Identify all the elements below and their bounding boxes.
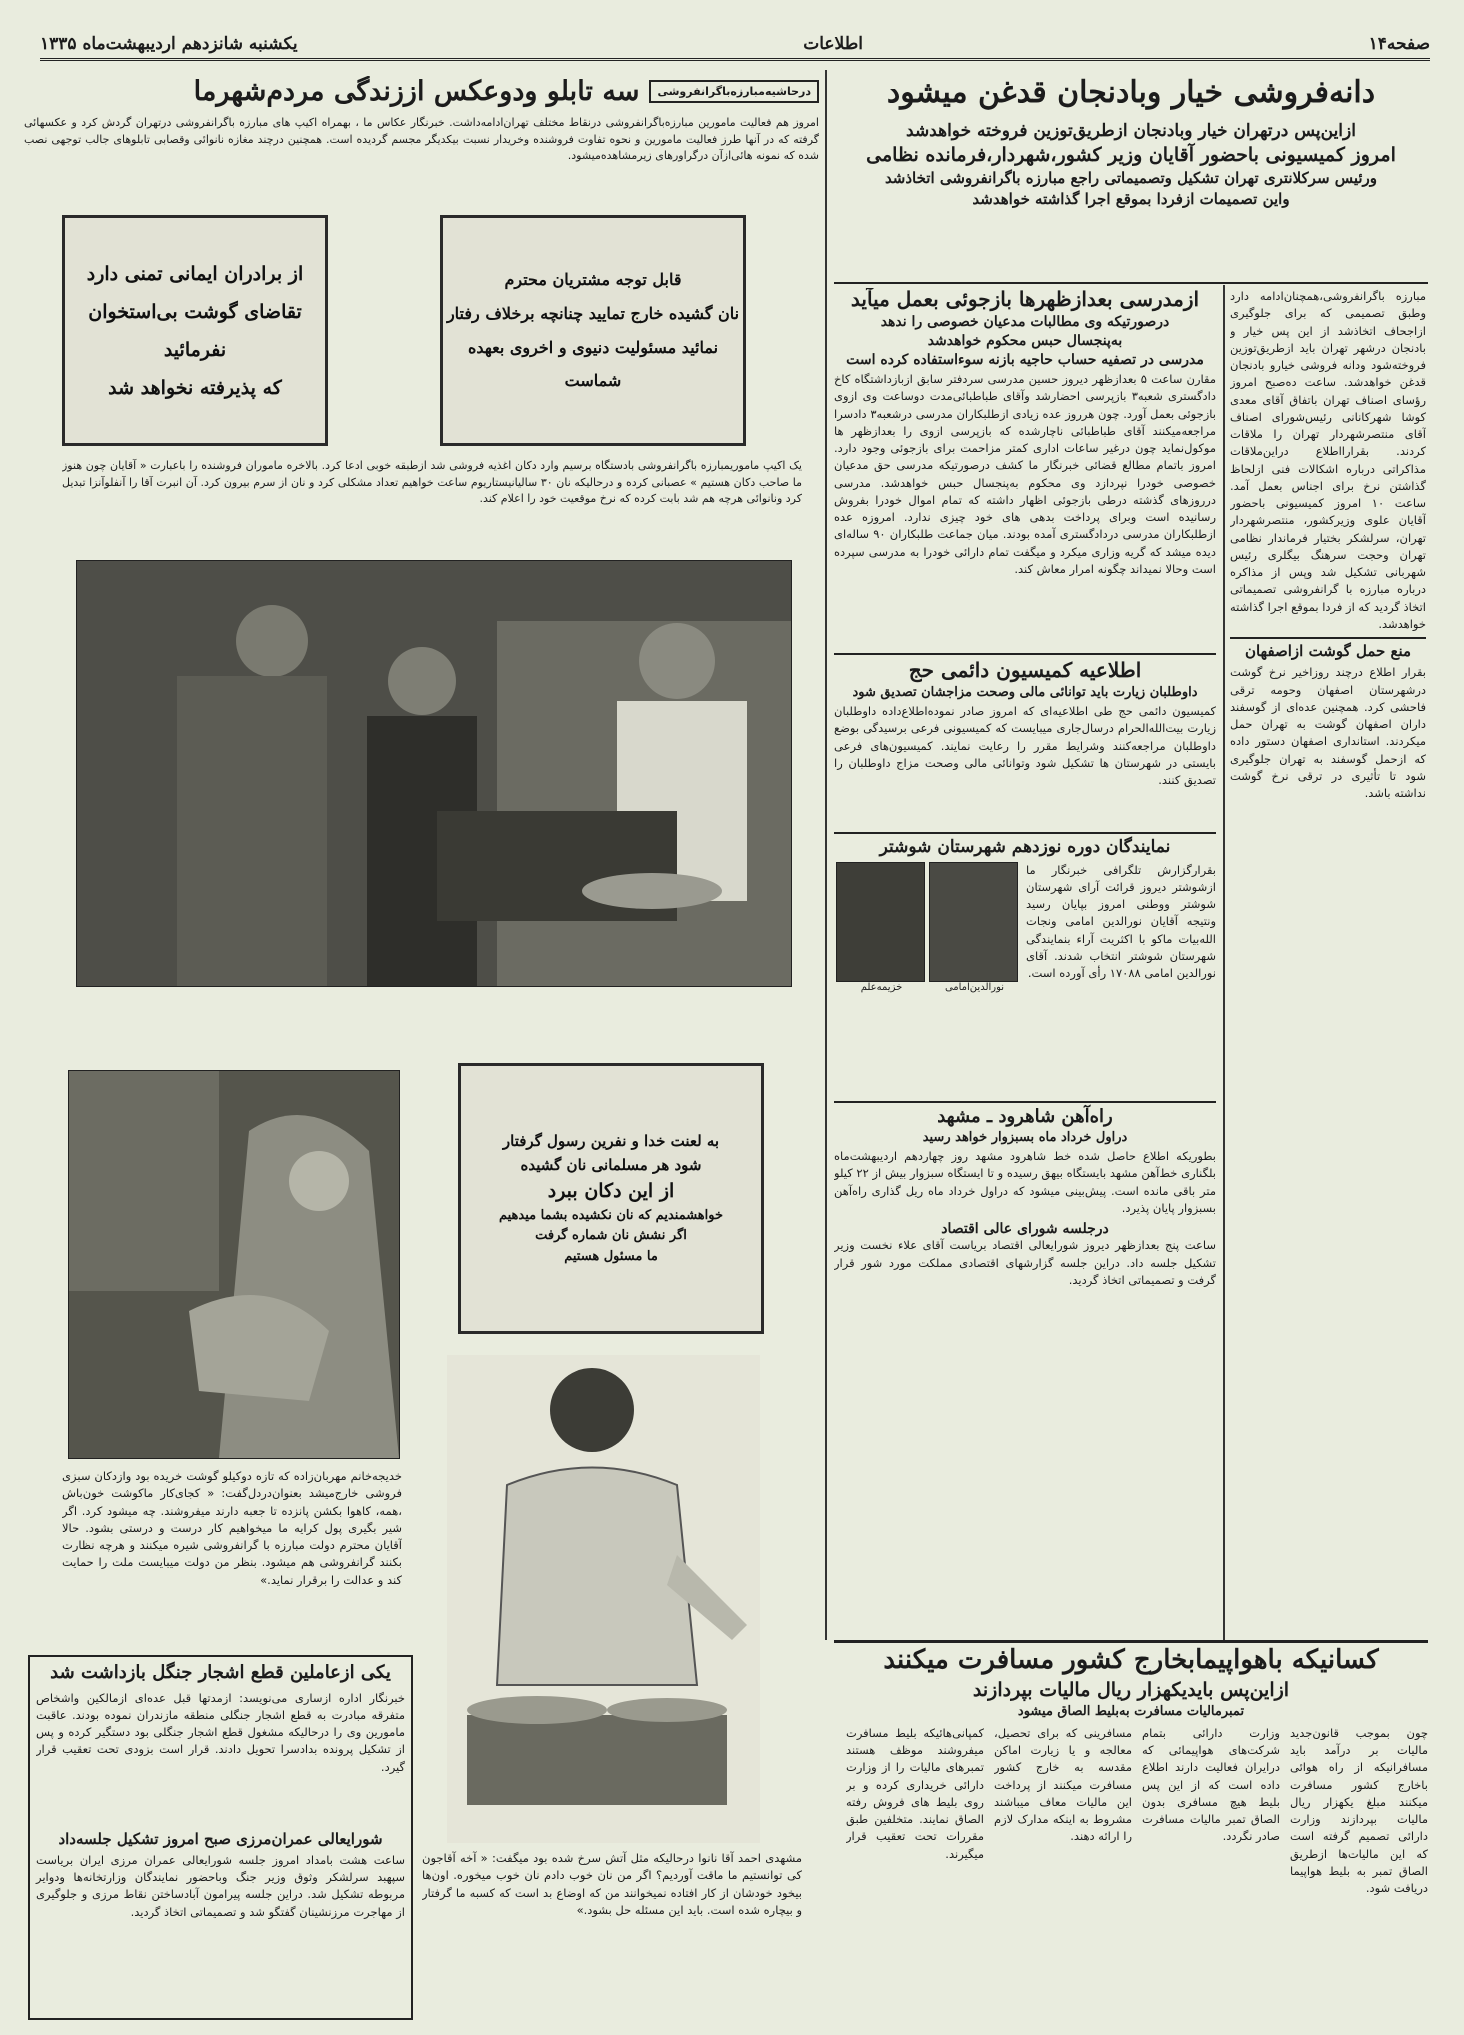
seller-photo-illustration xyxy=(447,1355,760,1843)
sign-bakery-curse xyxy=(458,1063,764,1334)
seller-photo-caption: مشهدی احمد آقا نانوا درحالیکه مثل آتش سرخ شده بود میگفت: « آخه آقاجون کی توانستیم‌ ما ماقت آوردیم؟ ‌اگر‌ من نان خوب دادم نان خوب میخوره. اون‌ها بیخود خودشان از کار افتاده نمیخوانند من که اوضاع بد است که کسبه ما گرفتار و بیچاره شده است. باید این مسئله حل بشود.» xyxy=(422,1851,802,1917)
woman-photo-illustration xyxy=(69,1071,399,1458)
travel-body-3: مسافرینی که برای تحصیل، معالجه و یا زیارت اماکن مقدسه به خارج کشور مسافرت میکنند از پرداخت این مالیات معاف میباشند مشروط به اینکه مدارک لازم را ارائه دهند. xyxy=(994,1725,1132,1844)
sign-line: تقاضای گوشت بی‌استخوان نفرمائید xyxy=(88,300,302,361)
portrait-photo xyxy=(929,862,1018,982)
madresi-subhead-3: مدرسی در تصفیه حساب حاجیه بازنه سوءاستفاده کرده است xyxy=(846,352,1204,368)
sign-meat-shop xyxy=(62,215,328,446)
paper-name: اطلاعات xyxy=(803,34,863,54)
woman-photo xyxy=(68,1070,400,1459)
portrait-1-block xyxy=(931,862,1018,1097)
meat-headline: منع حمل گوشت ازاصفهان xyxy=(1244,642,1412,660)
divider xyxy=(834,1640,1428,1643)
inspection-photo-illustration xyxy=(77,561,791,986)
sign-line: ما مسئول هستیم xyxy=(564,1248,658,1264)
portrait-photo xyxy=(836,862,925,982)
feature-header xyxy=(24,76,819,206)
travel-columns xyxy=(834,1725,1428,1980)
inspection-photo xyxy=(76,560,792,987)
travel-headline: کسانیکه باهواپیمابخارج کشور مسافرت میکنند xyxy=(883,1646,1379,1675)
sign-line: خواهشمندیم که نان نکشیده بشما میدهیم xyxy=(498,1208,724,1224)
portrait-2-block xyxy=(838,862,925,1097)
sign-bakery xyxy=(440,215,746,446)
sign-line: که پذیرفته نخواهد شد xyxy=(108,376,282,399)
hajj-body-text: کمیسیون دائمی حج طی اطلاعیه‌ای که امروز صادر نموده‌اطلاع‌داده داوطلبان زیارت بیت‌الله‌الحرام درسال‌جاری میبایست که کمیسیونی فرعی برسیدگی بوضع داوطلبان مراجعه‌کنند وشرایط مقرر را رعایت نمایند. کمیسیون‌های فرعی بایستی در شهرستان ها تشکیل شود وتوانائی مالی وصحت مزاج داوطلبان را تصدیق کنند. xyxy=(834,704,1216,787)
bottom-left-box xyxy=(28,1655,413,2020)
travel-body-4: کمپانی‌هائیکه بلیط مسافرت میفروشند موظف هستند تمبرهای مالیات را از وزارت دارائی خریداری کرده و بر روی بلیط های فروش رفته الصاق نمایند. متخلفین طبق مقررات تحت تعقیب قرار میگیرند. xyxy=(846,1725,984,1861)
lead-article-header xyxy=(836,76,1426,276)
page-number: صفحه۱۴ xyxy=(1368,34,1430,54)
divider xyxy=(834,832,1216,834)
sign-line: قابل توجه مشتریان محترم xyxy=(504,270,682,290)
column-rule xyxy=(1223,285,1225,1640)
madresi-subhead-1: درصورتیکه وی مطالبات مدعیان خصوصی را ندهد xyxy=(880,314,1170,330)
sign-line: از این دکان ببرد xyxy=(547,1179,675,1202)
portrait-caption: خزیمه‌علم xyxy=(860,981,903,993)
madresi-subhead-2: به‌پنجسال حبس محکوم خواهدشد xyxy=(927,333,1123,349)
divider xyxy=(834,653,1216,655)
hajj-headline: اطلاعیه کمیسیون دائمی حج xyxy=(908,658,1142,682)
economic-headline: درجلسه شورای عالی اقتصاد xyxy=(941,1221,1109,1238)
lead-headline: دانه‌فروشی خیار وبادنجان قدغن میشود xyxy=(886,76,1376,110)
lead-subhead-4: واین تصمیمات ازفردا بموقع اجرا گذاشته خواهدشد xyxy=(972,189,1290,208)
hajj-subhead: داوطلبان زیارت باید توانائی مالی وصحت مزاجشان تصدیق شود xyxy=(852,685,1198,700)
border-council-headline: شورایعالی عمران‌مرزی صبح امروز تشکیل جلسه‌داد xyxy=(58,1829,383,1848)
portrait-caption: نورالدین‌امامی xyxy=(944,981,1005,993)
travel-kicker: تمبرمالیات مسافرت به‌بلیط الصاق میشود xyxy=(1017,1703,1245,1719)
divider xyxy=(834,1101,1216,1103)
economic-body-text: ساعت پنج بعدازظهر دیروز شورایعالی اقتصاد بریاست آقای علاء نخست وزیر تشکیل جلسه داد. دراین جلسه گزارشهای اقتصادی مملکت مورد شور قرار گرفت و تصمیماتی اتخاذ گردید. xyxy=(834,1238,1216,1287)
travel-body-2: وزارت دارائی بتمام شرکت‌های هواپیمائی که درایران فعالیت دارند اطلاع داده است که از این پس بلیط هیچ مسافری بدون الصاق تمبر مالیات مسافرت صادر نگردد. xyxy=(1142,1725,1280,1844)
lead-subhead-3: ورئیس سرکلانتری تهران تشکیل وتصمیماتی راجع مبارزه باگرانفروشی اتخاذشد xyxy=(884,168,1378,187)
railway-subhead: دراول خرداد ماه بسبزوار خواهد رسید xyxy=(922,1130,1128,1146)
column-rule xyxy=(825,70,827,1640)
lead-article-body xyxy=(1230,288,1426,1638)
travel-body-1: چون بموجب قانون‌جدید مالیات بر درآمد باید مسافرانیکه از راه هوائی باخارج کشور مسافرت میکنند مبلغ یکهزار ریال مالیات بپردازند وزارت دارائی تصمیم گرفته است که این مالیات‌ها ازطریق الصاق تمبر به بلیط هواپیما دریافت شود. xyxy=(1290,1725,1428,1896)
travel-tax-article xyxy=(834,1646,1428,2031)
lead-subhead-2: امروز کمیسیونی باحضور آقایان وزیر کشور،شهردار،فرمانده نظامی xyxy=(866,143,1396,166)
feature-headline: سه تابلو ودوعکس اززندگی مردم‌شهرما xyxy=(193,76,640,107)
sign-line: نمائید مسئولیت دنیوی و اخروی بعهده شماست xyxy=(467,337,719,391)
sign-line: از برادران ایمانی تمنی دارد xyxy=(86,262,304,285)
lead-subhead-1: ازاین‌پس درتهران خیار وبادنجان ازطریق‌توزین فروخته خواهدشد xyxy=(906,120,1356,141)
shooshtar-headline: نمایندگان دوره نوزدهم شهرستان شوشتر xyxy=(879,837,1171,857)
sign-line: اگر نشش نان شماره گرفت xyxy=(535,1228,687,1244)
forest-headline: یکی ازعاملین قطع اشجار جنگل بازداشت شد xyxy=(50,1662,391,1683)
travel-subhead: ازاین‌پس بایدیکهزار ریال مالیات بپردازند xyxy=(972,1678,1290,1701)
middle-column xyxy=(834,288,1216,1638)
forest-body-text: خبرنگار اداره ازساری می‌نویسد: ازمدتها قبل عده‌ای ازمالکین واشخاص متفرقه مبادرت به قطع اشجار جنگلی منطقه مازندران نموده بودند. عاقبت مامورین وی را درحالیکه مشغول قطع اشجار جنگلی بود دستگیر کرده و پس از تشکیل پرونده بدادسرا تحویل دادند. قرار است بزودی تحت تعقیب قرار گیرد. xyxy=(36,1690,405,1774)
page-header xyxy=(40,30,1430,61)
date-line: یکشنبه شانزدهم اردیبهشت‌ماه ۱۳۳۵ xyxy=(40,34,298,54)
woman-photo-caption: خدیجه‌خانم مهربان‌زاده که تازه دوکیلو گوشت خریده بود وازدکان سبزی فروشی خارج‌میشد بعنوان‌دردل‌گفت: « کجای‌کار ماکوشت خون‌باش ،همه، کاهوا بکشن پانزده تا جعبه دارند میفروشند. چه میشود کرد. اگر شیر بگیری پول کرایه ما میخواهیم کار درست و درستی بشود. حالا آقایان محترم دولت مبارزه با گرانفروشی شیره میکنند و هرچه نظارت بکنند گرانفروشی هم میشود. بنظر من دولت میبایست ملت را حمایت کند و عدالت را برقرار نماید.» xyxy=(62,1469,402,1587)
meat-body-text: بقرار اطلاع درچند روزاخیر نرخ گوشت درشهرستان اصفهان وحومه ترقی فاحشی کرد. همچنین عده‌ای از گوسفند داران اصفهان گوشت به تهران حمل میکردند. استانداری اصفهان دستور داده که ازحمل گوسفند به تهران جلوگیری شود تا تأثیری در ترقی نرخ گوشت نداشته باشد. xyxy=(1230,665,1426,800)
sign-line: شود هر مسلمانی نان گشیده xyxy=(520,1155,702,1174)
seller-photo xyxy=(447,1355,760,1843)
sign-line: نان گشیده خارج تمایید چنانچه برخلاف رفتار xyxy=(446,303,740,323)
lead-body-text: مبارزه باگرانفروشی،همچنان‌ادامه دارد وطبق تصمیمی که برای جلوگیری ازاجحاف اتخاذشد از این پس خیار و بادنجان درشهر تهران باید ازطریق‌توزین فروخته‌شود ودانه فروشی خیارو بادنجان قدغن خواهدشد. ساعت ده‌صبح امروز رؤسای اصناف تهران باتفاق آقای معدی کوشا شهرکانانی رئیس‌شورای اصناف آقای منتصرشهردار تهران را ملاقات کردند. بقرارااطلاع دراین‌ملاقات مذاکراتی درباره اشکالات فنی ازلحاظ گذاشتن نرخ برای اجناس بعمل آمد. ساعت ۱۰ امروز کمیسیونی باحضور آقایان علوی وزیرکشور، منتصرشهردار تهران، سرلشکر بختیار فرماندار نظامی تهران وحجت سرهنگ بیگلری رئیس شهربانی تشکیل شد وپس از مذاکره درباره مبارزه با گرانفروشی تصمیماتی اتخاذ گردید که از فردا بموقع اجرا گذاشته خواهدشد. xyxy=(1230,289,1426,631)
divider xyxy=(1230,637,1426,639)
madresi-body-text: مقارن ساعت ۵ بعدازظهر دیروز حسین مدرسی سردفتر سابق ازبازداشتگاه کاخ دادگستری شعبه۳ بازپرسی احضارشد وآقای طباطبائی‌مدت دوساعت وی ازوی بازجوئی بعمل آورد. چون هرروز عده زیادی ازطلبکاران مدرسی درشعبه۳ دادسرا مراجعه‌میکنند آقای طباطبائی ناچارشده که بازپرسی ازوی را بعدازظهر ها موکول‌نماید چون درغیر ساعات اداری کمتر مزاحمت برای بازجوئی وجود دارد. امروز باتمام مطالع قضائی خبرنگار ما کشف درصورتیکه مدرسی حق مدعیان خصوصی خودرا نپردازد وی محکوم به‌پنجسال حبس خواهدشد. مدرسی درروزهای گذشته درطی بازجوئی اظهار داشته که تمام اموال خودرا بفروش رسانیده است وبرای پرداخت بدهی های خود چیزی ندارد. امروزه عده ازطلبکاران مدرسی دردادگستری آمده بودند. میان جماعت طلبکاران ۹۰ ساله‌ای دیده میشد که گریه وزاری میکرد و میگفت تمام دارائی خودرا به مدرسی سپرده است وحالا نمیداند چگونه امرار معاش کند. xyxy=(834,372,1216,576)
sign-line: به لعنت خدا و نفرین رسول گرفتار xyxy=(502,1132,720,1151)
border-council-body-text: ساعت هشت بامداد امروز جلسه شورایعالی عمران مرزی ایران بریاست سپهبد سرلشکر وثوق وزیر جنگ وباحضور نمایندگان وزارتخانه‌ها ودوایر مربوطه تشکیل شد. دراین جلسه پیرامون آبادساختن نقاط مرزی و جلوگیری از مهاجرت مرزنشینان گفتگو شد و تصمیماتی اتخاذ گردید. xyxy=(36,1852,405,1919)
shooshtar-body-text: بقرارگزارش تلگرافی خبرنگار ما ازشوشتر دیروز قرائت آرای شهرستان شوشتر ووطنی امروز بپایان رسید ونتیجه آقایان نورالدین امامی ونجات الله‌بیات ماکو با اکثریت آراء بنمایندگی شهرستان شوشتر انتخاب شدند. آقای نورالدین امامی ۱۷۰۸۸ رأی آورده است. xyxy=(1026,862,1216,981)
feature-intro: امروز هم فعالیت مامورین مبارزه‌باگرانفروشی درنقاط مختلف تهران‌ادامه‌داشت. خبرنگار عکاس ما ، بهمراه اکیپ های مبارزه‌ باگرانفروشی درتهران گردش کرد و عکسهائی گرفته که در آنها طرز فعالیت مامورین و نحوه تفاوت فروشنده وخریدار نسبت بیکدیگر مجسم گردیده است. همچنین درچند مغازه نانوائی وقصابی تابلوهای جالب توجهی نصب شده که نمونه هائی‌ازآن درگراورهای زیرمشاهده‌میشود. xyxy=(24,116,819,163)
railway-body-text: بطوریکه اطلاع حاصل شده خط شاهرود مشهد روز چهاردهم اردیبهشت‌ماه بلگناری خط‌آهن مشهد بایستگاه بیهق رسیده و تا ایستگاه سبزوار بیش از ۲۲ کیلو متر باقی مانده است. پیش‌بینی میشود که دراول خرداد ماه ریل گذاری راه‌آهن بسبزوار پایان پذیرد. xyxy=(834,1149,1216,1215)
shooshtar-block xyxy=(834,862,1216,1097)
railway-headline: راه‌آهن شاهرود ـ مشهد xyxy=(937,1105,1113,1127)
madresi-headline: ازمدرسی بعدازظهرها بازجوئی بعمل میآید xyxy=(850,288,1200,311)
main-photo-caption: یک اکیپ ماموریمبارزه باگرانفروشی بادستگاه برسیم وارد دکان اغذیه فروشی شد ازطبقه خوبی ادعا کرد. بالاخره ماموران فروشنده را باعبارت « آقایان چون هنوز ما صاحب دکان هستیم » عصبانی کرده و درحالیکه نان ۳۰ سالیانیستاریوم ساعت خواهیم تعداد مشکلی کرد و نان از سرم بیرون کرد. آن انبرت آقا را آنفلوآنزا تبدیل کرد ونانوائی هرچه هم شد بابت کرده که نرخ موقعیت خود را اعلام کند. xyxy=(62,459,802,505)
portrait-group xyxy=(838,862,1018,1097)
divider xyxy=(834,282,1428,284)
feature-kicker: درحاشیه‌مبارزه‌باگرانفروشی xyxy=(649,80,819,103)
